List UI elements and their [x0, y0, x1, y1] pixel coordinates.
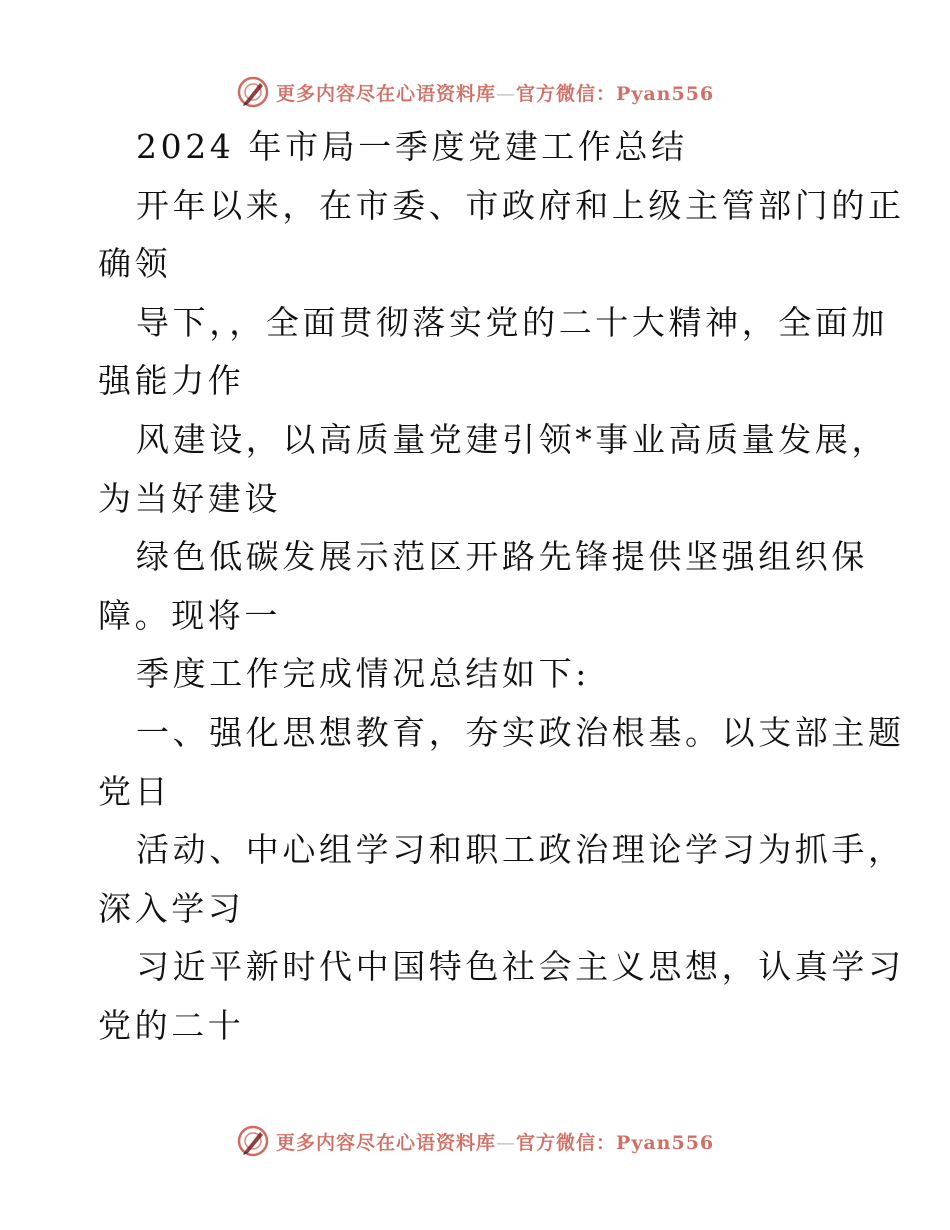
text-line: 习近平新时代中国特色社会主义思想，认真学习	[136, 947, 905, 987]
pen-logo-icon	[236, 75, 270, 109]
text-line: 风建设，以高质量党建引领*事业高质量发展，	[136, 419, 889, 459]
watermark-brand: 更多内容尽在心语资料库	[276, 1131, 497, 1154]
text-line: 党的二十	[98, 1005, 245, 1045]
watermark-account: Pyan556	[616, 1131, 715, 1154]
text-line: 强能力作	[98, 361, 245, 401]
text-line: 季度工作完成情况总结如下:	[136, 654, 590, 694]
header-watermark	[236, 72, 716, 112]
pen-logo-icon	[236, 1124, 270, 1158]
watermark-account: Pyan556	[616, 82, 715, 105]
text-line: 深入学习	[98, 888, 245, 928]
watermark-official: 官方微信：	[516, 1131, 617, 1154]
text-line: 导下，，全面贯彻落实党的二十大精神，全面加	[136, 302, 889, 342]
text-line: 为当好建设	[98, 478, 281, 518]
document-title: 2024 年市局一季度党建工作总结	[136, 127, 688, 166]
watermark-official: 官方微信：	[516, 82, 617, 105]
text-line: 障。现将一	[98, 595, 281, 635]
text-line: 绿色低碳发展示范区开路先锋提供坚强组织保	[136, 537, 868, 577]
document-body	[98, 118, 905, 1056]
text-line: 开年以来，在市委、市政府和上级主管部门的正	[136, 185, 905, 225]
text-line: 确领	[98, 244, 172, 284]
watermark-dash: —	[496, 1131, 517, 1154]
watermark-brand: 更多内容尽在心语资料库	[276, 82, 497, 105]
text-line: 党日	[98, 771, 172, 811]
watermark-dash: —	[496, 82, 517, 105]
text-line: 活动、中心组学习和职工政治理论学习为抓手，	[136, 830, 905, 870]
section-heading-line: 一、强化思想教育，夯实政治根基。以支部主题	[136, 712, 905, 752]
footer-watermark	[236, 1121, 716, 1161]
